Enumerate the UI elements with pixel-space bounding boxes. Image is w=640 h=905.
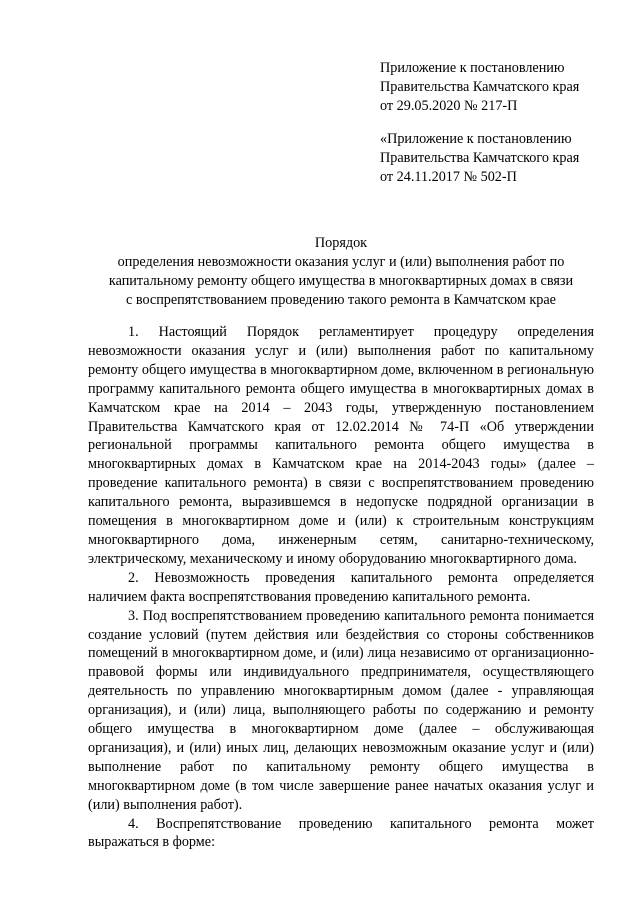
title-line-1: определения невозможности оказания услуг и (или) выполнения работ по [117, 254, 565, 270]
appendix-original-header [380, 130, 620, 187]
appendix-current-line-3: от 29.05.2020 № 217-П [380, 98, 518, 114]
paragraph-4: 4. Воспрепятствование проведению капитального ремонта может выражаться в форме: [88, 815, 594, 851]
appendix-current-header [380, 59, 620, 116]
appendix-original-line-3: от 24.11.2017 № 502-П [380, 169, 517, 185]
paragraph-3: 3. Под воспрепятствованием проведению капитального ремонта понимается создание условий (путем действия или бездействия со стороны собственников помещений в многоквартирном доме, и (или) лица независимо от организационно-правовой формы или индивидуального предпринимателя, осуществляющего деятельность по управлению многоквартирным домом (далее - управляющая организация), и (или) лица, выполняющего работы по содержанию и ремонту общего имущества в многоквартирном доме (далее – обслуживающая организация), и (или) иных лиц, делающих невозможным оказание услуг и (или) выполнение работ по капитальному ремонту общего имущества в многоквартирном доме (в том числе завершение ранее начатых оказания услуг и (или) выполнения работ). [88, 607, 594, 813]
title-heading: Порядок [314, 235, 368, 251]
paragraph-2: 2. Невозможность проведения капитального ремонта определяется наличием факта воспрепятствования проведению капитального ремонта. [88, 569, 594, 605]
appendix-current-line-2: Правительства Камчатского края [380, 79, 580, 95]
paragraph-1: 1. Настоящий Порядок регламентирует процедуру определения невозможности оказания услуг и (или) выполнения работ по капитальному ремонту общего имущества в многоквартирном доме, включенном в региональную программу капитального ремонта общего имущества в многоквартирных домах в Камчатском крае на 2014 – 2043 годы, утвержденную постановлением Правительства Камчатского края от 12.02.2014 № 74-П «Об утверждении региональной программы капитального ремонта общего имущества в многоквартирных домах в Камчатском крае на 2014-2043 годы» (далее – проведение капитального ремонта) в связи с воспрепятствованием проведению капитального ремонта, выразившемся в недопуске подрядной организации в помещения в многоквартирном доме и (или) к строительным конструкциям многоквартирного дома, инженерным сетям, санитарно-техническому, электрическому, механическому и иному оборудованию многоквартирного дома. [88, 324, 594, 567]
document-body [88, 323, 594, 852]
appendix-current-line-1: Приложение к постановлению [380, 60, 565, 76]
title-line-2: капитальному ремонту общего имущества в многоквартирных домах в связи [108, 273, 574, 289]
title-line-3: с воспрепятствованием проведению такого ремонта в Камчатском крае [126, 292, 556, 308]
appendix-original-line-2: Правительства Камчатского края [380, 150, 580, 166]
document-title [88, 234, 594, 310]
appendix-original-line-1: «Приложение к постановлению [380, 131, 572, 147]
